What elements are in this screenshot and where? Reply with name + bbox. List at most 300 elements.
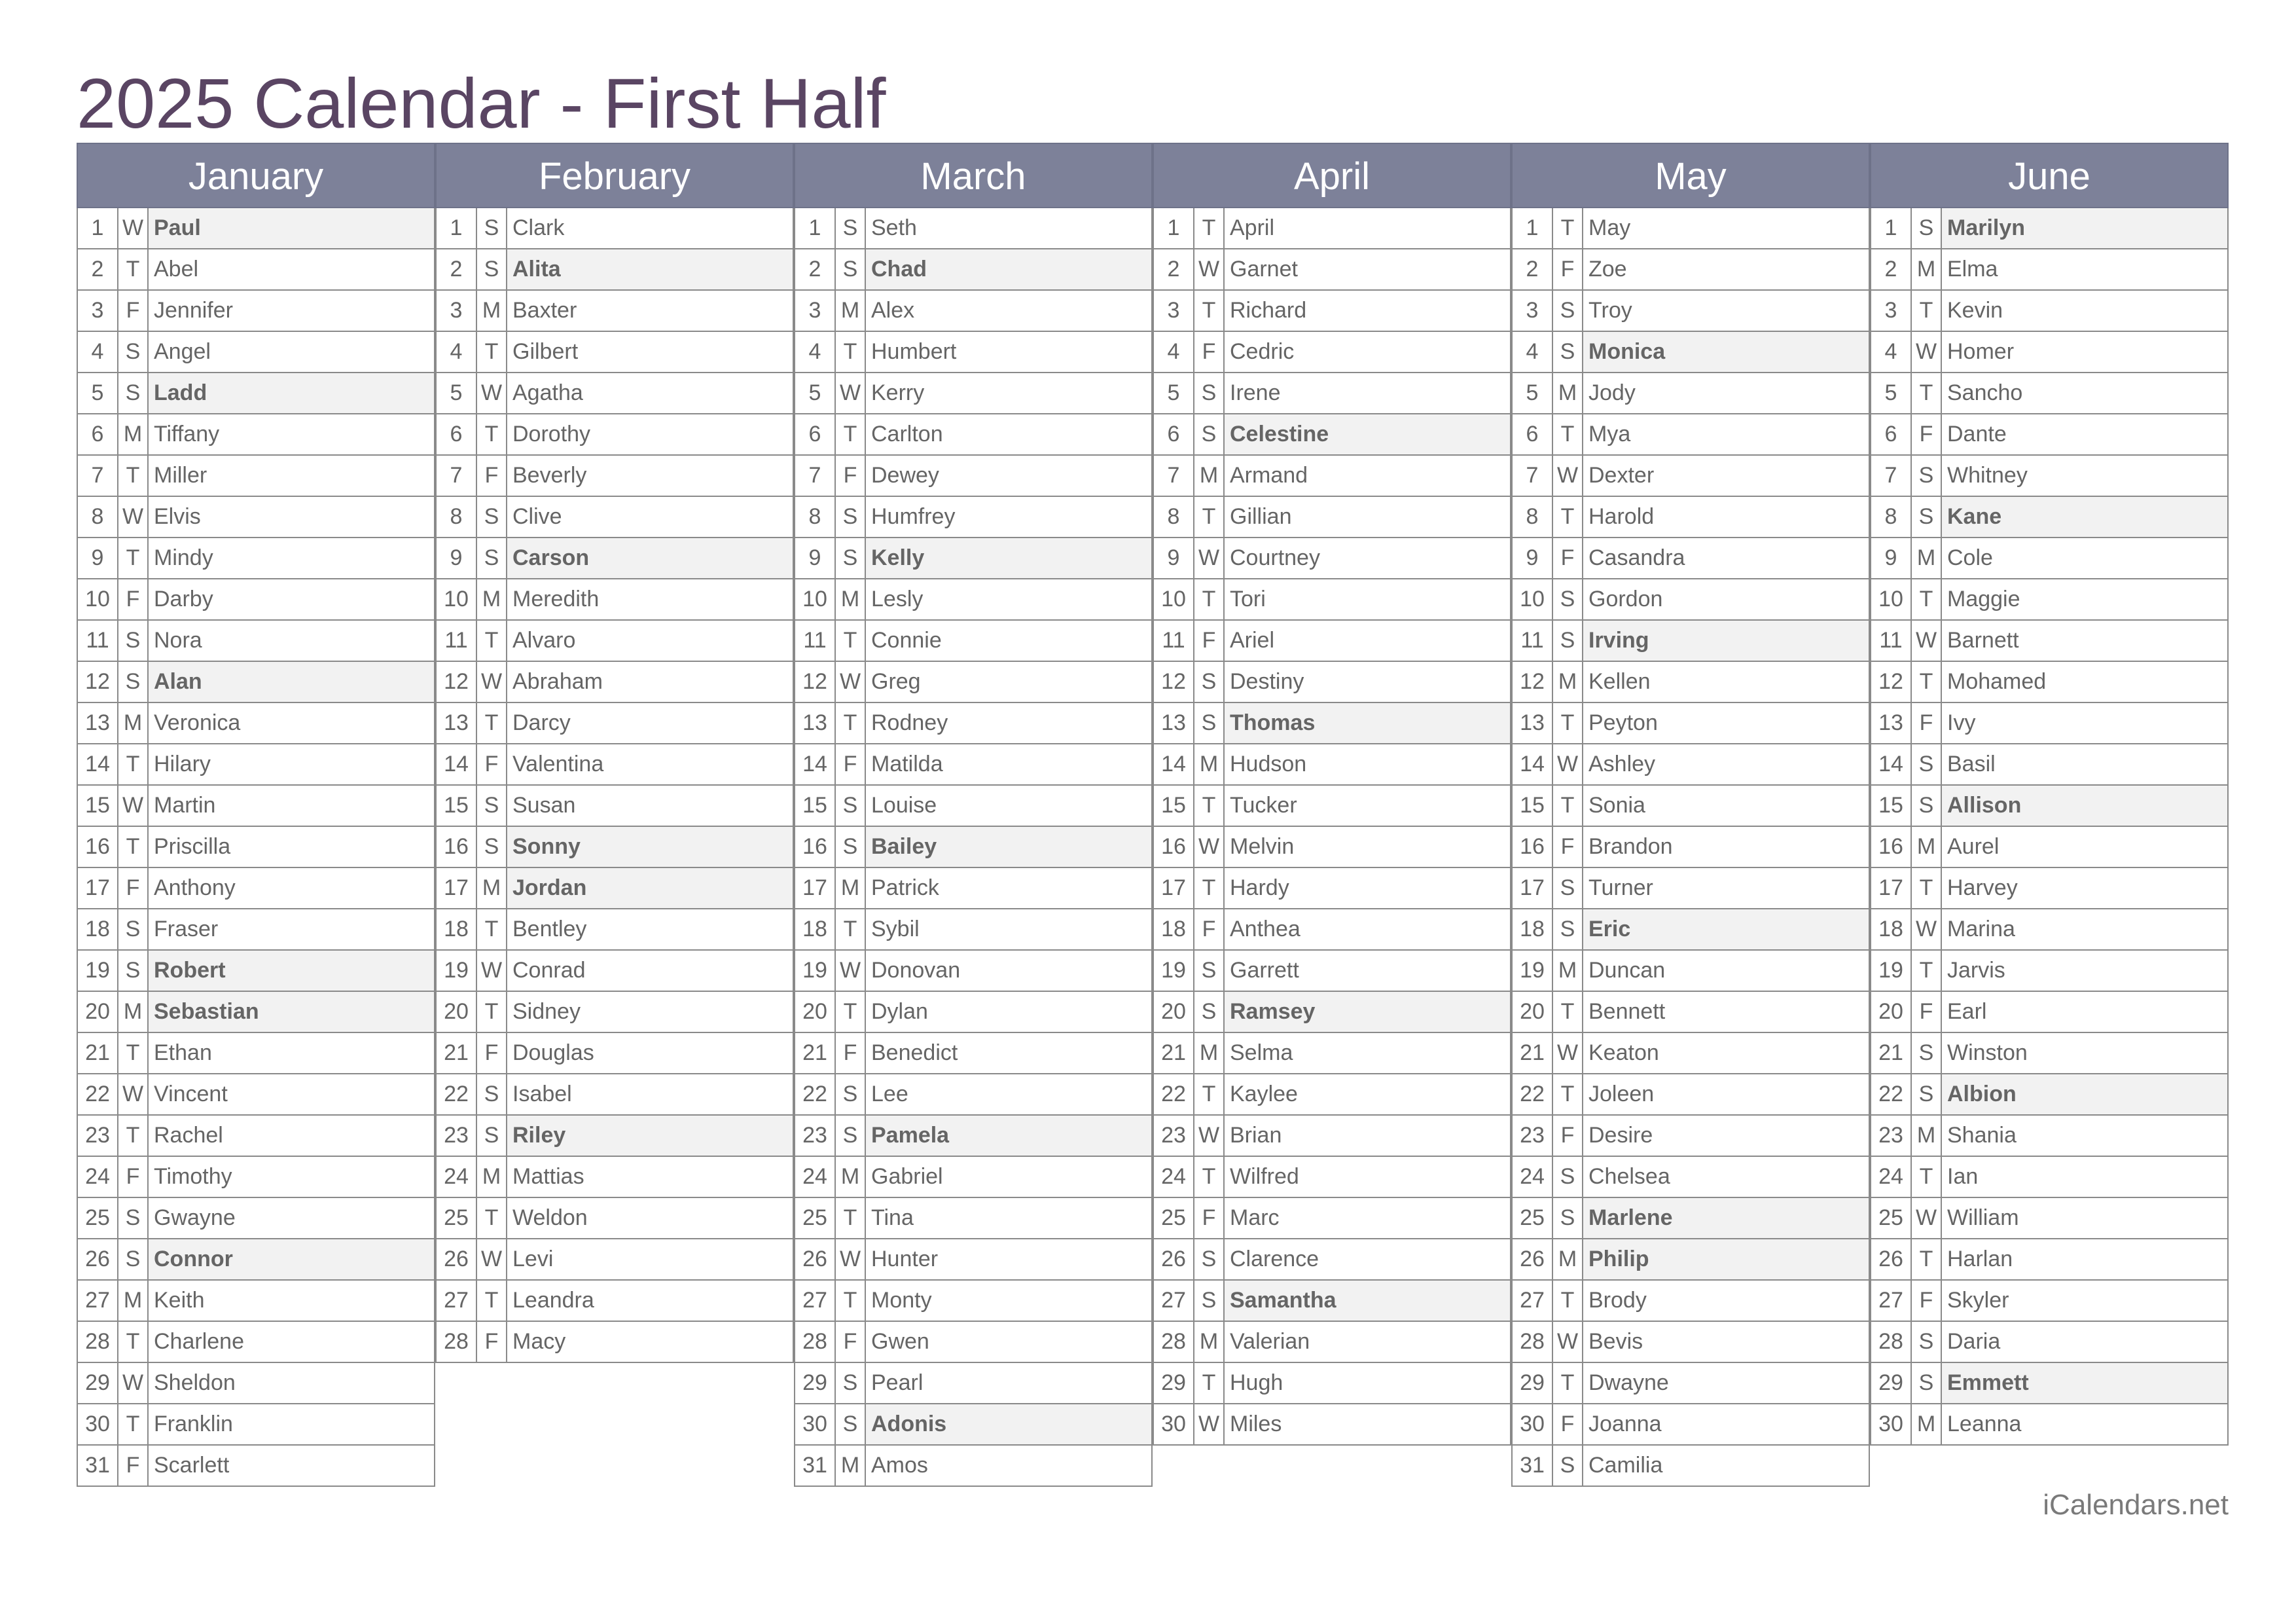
day-number: 19	[1513, 951, 1553, 991]
weekday-letter: M	[1553, 662, 1583, 702]
day-number: 13	[437, 703, 477, 743]
day-number: 9	[795, 538, 836, 578]
weekday-letter: W	[1553, 1322, 1583, 1362]
day-row	[435, 621, 794, 662]
weekday-letter: W	[1194, 1116, 1225, 1156]
day-number: 26	[1154, 1239, 1194, 1279]
name-day: Miles	[1230, 1412, 1282, 1436]
name-day: Tucker	[1230, 793, 1297, 818]
name-day: Lesly	[871, 587, 924, 611]
name-day: Wilfred	[1230, 1164, 1299, 1189]
day-number: 18	[1154, 909, 1194, 949]
day-row	[1511, 1116, 1870, 1157]
day-number: 9	[1154, 538, 1194, 578]
name-day: Leanna	[1947, 1412, 2022, 1436]
weekday-letter: T	[118, 1404, 149, 1444]
day-number: 4	[1154, 332, 1194, 372]
day-row	[1870, 868, 2229, 909]
weekday-letter: S	[1194, 1239, 1225, 1279]
day-row	[1511, 909, 1870, 951]
name-day: Seth	[871, 215, 917, 240]
weekday-letter: T	[1912, 373, 1942, 413]
day-row	[435, 538, 794, 579]
day-number: 6	[795, 414, 836, 454]
weekday-letter: T	[1553, 786, 1583, 826]
weekday-letter: T	[118, 827, 149, 867]
name-day: Tori	[1230, 587, 1266, 611]
day-row	[1511, 1198, 1870, 1239]
day-row	[794, 456, 1153, 497]
weekday-letter: S	[836, 1363, 866, 1403]
day-row	[77, 992, 435, 1033]
weekday-letter: M	[118, 1281, 149, 1321]
day-row	[1511, 373, 1870, 414]
weekday-letter: M	[1912, 249, 1942, 289]
day-row	[1511, 621, 1870, 662]
day-number: 4	[795, 332, 836, 372]
day-number: 18	[795, 909, 836, 949]
name-day: Celestine	[1225, 414, 1510, 454]
name-day: Selma	[1230, 1040, 1293, 1065]
day-row	[435, 662, 794, 703]
day-row	[1511, 744, 1870, 786]
weekday-letter: F	[118, 868, 149, 908]
weekday-letter: W	[1912, 909, 1942, 949]
day-number: 10	[437, 579, 477, 619]
name-day: Beverly	[512, 463, 587, 488]
weekday-letter: T	[118, 249, 149, 289]
name-day: Desire	[1588, 1123, 1653, 1148]
day-row	[77, 456, 435, 497]
day-row	[1511, 1033, 1870, 1074]
weekday-letter: T	[118, 744, 149, 784]
day-number: 1	[1154, 208, 1194, 248]
day-number: 27	[1513, 1281, 1553, 1321]
name-day: Bennett	[1588, 999, 1666, 1024]
day-number: 24	[1154, 1157, 1194, 1197]
day-number: 2	[1513, 249, 1553, 289]
weekday-letter: M	[118, 703, 149, 743]
day-number: 2	[1154, 249, 1194, 289]
day-row	[1153, 1322, 1511, 1363]
day-row	[1153, 1074, 1511, 1116]
day-row	[435, 909, 794, 951]
day-number: 24	[795, 1157, 836, 1197]
weekday-letter: W	[477, 662, 507, 702]
day-row	[794, 538, 1153, 579]
weekday-letter: M	[1194, 1033, 1225, 1073]
day-row	[794, 1157, 1153, 1198]
day-number: 21	[1154, 1033, 1194, 1073]
name-day: Dwayne	[1588, 1370, 1669, 1395]
day-row	[794, 703, 1153, 744]
day-row	[1153, 579, 1511, 621]
day-number: 2	[437, 249, 477, 289]
day-row	[77, 662, 435, 703]
name-day: Jordan	[507, 868, 793, 908]
day-number: 14	[795, 744, 836, 784]
name-day: Priscilla	[154, 834, 231, 859]
day-number: 29	[1154, 1363, 1194, 1403]
weekday-letter: T	[477, 621, 507, 661]
name-day: Ian	[1947, 1164, 1979, 1189]
weekday-letter: T	[477, 1281, 507, 1321]
weekday-letter: T	[1194, 1157, 1225, 1197]
day-number: 15	[78, 786, 118, 826]
day-number: 1	[78, 208, 118, 248]
day-number: 17	[1154, 868, 1194, 908]
name-day: Susan	[512, 793, 576, 818]
weekday-letter: S	[1553, 909, 1583, 949]
weekday-letter: S	[1553, 1198, 1583, 1238]
day-number: 27	[437, 1281, 477, 1321]
day-row	[435, 249, 794, 291]
weekday-letter: S	[1553, 1446, 1583, 1486]
day-row	[435, 208, 794, 249]
day-number: 31	[78, 1446, 118, 1486]
name-day: Hunter	[871, 1247, 939, 1271]
name-day: Dewey	[871, 463, 939, 488]
day-number: 27	[1871, 1281, 1912, 1321]
name-day: Charlene	[154, 1329, 244, 1354]
name-day: Kane	[1942, 497, 2227, 537]
weekday-letter: S	[1912, 1322, 1942, 1362]
day-row	[435, 786, 794, 827]
day-number: 30	[795, 1404, 836, 1444]
day-number: 25	[1513, 1198, 1553, 1238]
name-day: Sonny	[507, 827, 793, 867]
day-row	[794, 786, 1153, 827]
weekday-letter: F	[477, 1322, 507, 1362]
day-row	[77, 1363, 435, 1404]
day-row	[794, 1446, 1153, 1487]
name-day: Cole	[1947, 545, 1993, 570]
name-day: Harlan	[1947, 1247, 2013, 1271]
day-number: 18	[1871, 909, 1912, 949]
day-number: 13	[78, 703, 118, 743]
day-number: 8	[78, 497, 118, 537]
day-row	[1870, 1322, 2229, 1363]
name-day: Aurel	[1947, 834, 2000, 859]
day-number: 28	[78, 1322, 118, 1362]
name-day: Meredith	[512, 587, 600, 611]
name-day: Robert	[149, 951, 434, 991]
day-number: 19	[437, 951, 477, 991]
day-row	[1153, 1404, 1511, 1446]
name-day: Ramsey	[1225, 992, 1510, 1032]
name-day: Jarvis	[1947, 958, 2005, 983]
day-row	[1870, 1363, 2229, 1404]
name-day: Harold	[1588, 504, 1655, 529]
day-number: 27	[1154, 1281, 1194, 1321]
day-number: 3	[1154, 291, 1194, 331]
weekday-letter: F	[118, 1157, 149, 1197]
weekday-letter: W	[1194, 538, 1225, 578]
name-day: Allison	[1942, 786, 2227, 826]
weekday-letter: M	[477, 1157, 507, 1197]
weekday-letter: M	[1553, 1239, 1583, 1279]
day-number: 1	[1513, 208, 1553, 248]
name-day: Pamela	[866, 1116, 1151, 1156]
weekday-letter: F	[1912, 1281, 1942, 1321]
weekday-letter: S	[836, 1074, 866, 1114]
day-number: 24	[78, 1157, 118, 1197]
day-number: 12	[795, 662, 836, 702]
name-day: Macy	[512, 1329, 566, 1354]
name-day: Eric	[1583, 909, 1869, 949]
weekday-letter: S	[1553, 579, 1583, 619]
day-row	[1870, 456, 2229, 497]
day-row	[794, 868, 1153, 909]
weekday-letter: M	[836, 1157, 866, 1197]
day-row	[794, 579, 1153, 621]
name-day: Darby	[154, 587, 213, 611]
day-row	[1153, 332, 1511, 373]
weekday-letter: S	[836, 1116, 866, 1156]
day-row	[1870, 538, 2229, 579]
weekday-letter: W	[1194, 249, 1225, 289]
day-row	[1870, 662, 2229, 703]
day-number: 28	[1871, 1322, 1912, 1362]
day-row	[435, 1239, 794, 1281]
day-number: 13	[795, 703, 836, 743]
weekday-letter: F	[118, 291, 149, 331]
day-row	[1153, 868, 1511, 909]
day-number: 12	[1154, 662, 1194, 702]
day-number: 13	[1513, 703, 1553, 743]
name-day: Armand	[1230, 463, 1308, 488]
name-day: Hudson	[1230, 752, 1307, 776]
day-number: 5	[437, 373, 477, 413]
weekday-letter: W	[1553, 456, 1583, 496]
weekday-letter: W	[1912, 1198, 1942, 1238]
name-day: Angel	[154, 339, 211, 364]
weekday-letter: M	[477, 579, 507, 619]
day-row	[1153, 662, 1511, 703]
day-number: 12	[437, 662, 477, 702]
name-day: Abraham	[512, 669, 603, 694]
weekday-letter: M	[1553, 373, 1583, 413]
day-row	[77, 1116, 435, 1157]
day-row	[794, 621, 1153, 662]
day-number: 17	[1513, 868, 1553, 908]
day-row	[435, 868, 794, 909]
name-day: Homer	[1947, 339, 2015, 364]
day-row	[1153, 744, 1511, 786]
day-row	[1511, 662, 1870, 703]
name-day: Turner	[1588, 875, 1653, 900]
day-number: 6	[1871, 414, 1912, 454]
day-row	[794, 249, 1153, 291]
day-row	[1870, 744, 2229, 786]
day-number: 14	[78, 744, 118, 784]
day-number: 19	[795, 951, 836, 991]
day-row	[794, 414, 1153, 456]
day-row	[77, 868, 435, 909]
name-day: Abel	[154, 257, 199, 282]
day-number: 15	[1513, 786, 1553, 826]
weekday-letter: M	[1194, 744, 1225, 784]
day-row	[1153, 249, 1511, 291]
day-number: 10	[1513, 579, 1553, 619]
name-day: Zoe	[1588, 257, 1627, 282]
day-row	[77, 1198, 435, 1239]
day-number: 4	[1513, 332, 1553, 372]
day-number: 17	[437, 868, 477, 908]
weekday-letter: S	[836, 827, 866, 867]
name-day: Scarlett	[154, 1453, 230, 1478]
day-number: 23	[1871, 1116, 1912, 1156]
day-row	[77, 414, 435, 456]
day-row	[1153, 703, 1511, 744]
day-row	[1870, 291, 2229, 332]
day-number: 29	[795, 1363, 836, 1403]
weekday-letter: M	[1194, 456, 1225, 496]
name-day: Mohamed	[1947, 669, 2047, 694]
day-row	[77, 1157, 435, 1198]
name-day: Hugh	[1230, 1370, 1283, 1395]
name-day: Mattias	[512, 1164, 584, 1189]
day-row	[1511, 1157, 1870, 1198]
name-day: Garrett	[1230, 958, 1299, 983]
name-day: Troy	[1588, 298, 1632, 323]
weekday-letter: T	[1912, 1239, 1942, 1279]
name-day: Keaton	[1588, 1040, 1659, 1065]
name-day: Timothy	[154, 1164, 232, 1189]
month-header: June	[1870, 143, 2229, 208]
day-row	[1511, 208, 1870, 249]
weekday-letter: W	[477, 1239, 507, 1279]
day-number: 25	[1154, 1198, 1194, 1238]
day-number: 1	[795, 208, 836, 248]
weekday-letter: M	[836, 579, 866, 619]
day-number: 26	[1513, 1239, 1553, 1279]
day-number: 3	[1513, 291, 1553, 331]
day-row	[435, 827, 794, 868]
weekday-letter: F	[477, 744, 507, 784]
weekday-letter: T	[118, 1033, 149, 1073]
name-day: Casandra	[1588, 545, 1685, 570]
day-row	[794, 744, 1153, 786]
day-row	[794, 827, 1153, 868]
day-row	[794, 497, 1153, 538]
day-number: 1	[437, 208, 477, 248]
day-number: 15	[1154, 786, 1194, 826]
name-day: Kelly	[866, 538, 1151, 578]
name-day: Tina	[871, 1205, 914, 1230]
weekday-letter: S	[1194, 951, 1225, 991]
day-row	[435, 1281, 794, 1322]
weekday-letter: T	[836, 1281, 866, 1321]
day-number: 29	[1513, 1363, 1553, 1403]
name-day: Levi	[512, 1247, 554, 1271]
weekday-letter: F	[836, 1322, 866, 1362]
name-day: Patrick	[871, 875, 939, 900]
name-day: Clark	[512, 215, 565, 240]
weekday-letter: S	[1553, 332, 1583, 372]
name-day: Samantha	[1225, 1281, 1510, 1321]
weekday-letter: T	[477, 992, 507, 1032]
day-number: 22	[78, 1074, 118, 1114]
month-header: February	[435, 143, 794, 208]
name-day: Rodney	[871, 710, 948, 735]
day-number: 19	[78, 951, 118, 991]
day-number: 12	[1871, 662, 1912, 702]
name-day: Brian	[1230, 1123, 1282, 1148]
weekday-letter: S	[1194, 703, 1225, 743]
weekday-letter: F	[1912, 703, 1942, 743]
day-number: 26	[795, 1239, 836, 1279]
name-day: Elma	[1947, 257, 1998, 282]
weekday-letter: S	[477, 208, 507, 248]
day-row	[1153, 414, 1511, 456]
name-day: Shania	[1947, 1123, 2017, 1148]
name-day: Adonis	[866, 1404, 1151, 1444]
weekday-letter: W	[118, 1363, 149, 1403]
name-day: Sidney	[512, 999, 581, 1024]
weekday-letter: T	[118, 1322, 149, 1362]
day-row	[435, 414, 794, 456]
day-number: 6	[437, 414, 477, 454]
weekday-letter: F	[836, 744, 866, 784]
name-day: Gwayne	[154, 1205, 236, 1230]
day-number: 9	[78, 538, 118, 578]
weekday-letter: T	[1912, 291, 1942, 331]
name-day: Bailey	[866, 827, 1151, 867]
weekday-letter: S	[1553, 868, 1583, 908]
day-number: 5	[795, 373, 836, 413]
weekday-letter: W	[1553, 1033, 1583, 1073]
name-day: Kellen	[1588, 669, 1651, 694]
weekday-letter: M	[836, 1446, 866, 1486]
day-number: 27	[78, 1281, 118, 1321]
weekday-letter: M	[836, 291, 866, 331]
day-number: 16	[795, 827, 836, 867]
day-number: 2	[795, 249, 836, 289]
day-number: 28	[1513, 1322, 1553, 1362]
day-number: 23	[795, 1116, 836, 1156]
day-number: 6	[1154, 414, 1194, 454]
day-number: 4	[78, 332, 118, 372]
name-day: Marc	[1230, 1205, 1280, 1230]
day-row	[77, 1446, 435, 1487]
name-day: Darcy	[512, 710, 571, 735]
day-number: 26	[437, 1239, 477, 1279]
day-number: 11	[1154, 621, 1194, 661]
name-day: Richard	[1230, 298, 1307, 323]
weekday-letter: T	[118, 538, 149, 578]
weekday-letter: S	[1553, 291, 1583, 331]
weekday-letter: F	[1553, 249, 1583, 289]
day-number: 28	[795, 1322, 836, 1362]
day-number: 19	[1154, 951, 1194, 991]
day-row	[1153, 1281, 1511, 1322]
day-number: 23	[78, 1116, 118, 1156]
weekday-letter: F	[1553, 1404, 1583, 1444]
weekday-letter: W	[1194, 1404, 1225, 1444]
day-row	[1870, 208, 2229, 249]
weekday-letter: M	[1912, 1116, 1942, 1156]
weekday-letter: S	[477, 786, 507, 826]
day-row	[1153, 291, 1511, 332]
day-row	[1870, 1198, 2229, 1239]
day-number: 7	[1871, 456, 1912, 496]
name-day: Sancho	[1947, 380, 2023, 405]
weekday-letter: T	[836, 621, 866, 661]
day-number: 15	[437, 786, 477, 826]
day-row	[435, 373, 794, 414]
day-number: 3	[78, 291, 118, 331]
